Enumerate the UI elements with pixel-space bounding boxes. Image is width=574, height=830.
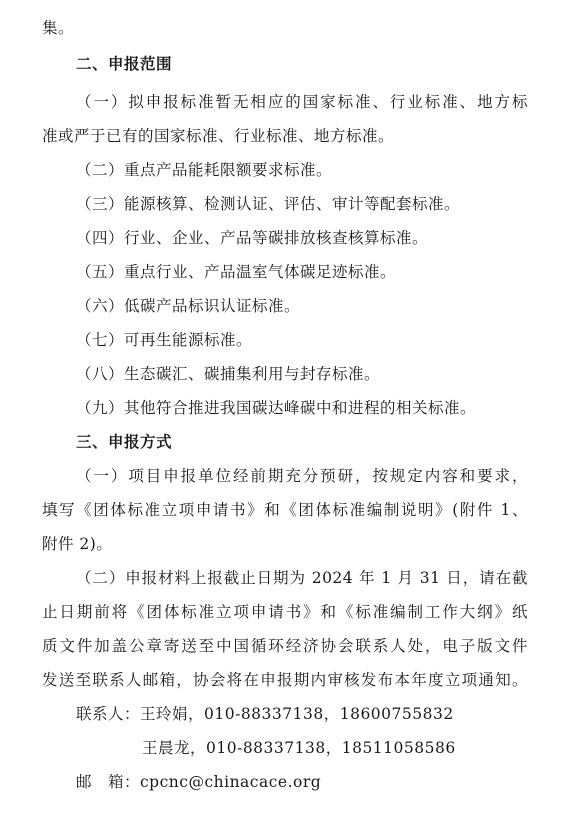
paragraph-line: （四）行业、企业、产品等碳排放核查核算标准。 <box>76 229 429 247</box>
paragraph-line: （五）重点行业、产品温室气体碳足迹标准。 <box>76 263 397 281</box>
paragraph-line: 集。 <box>42 19 75 37</box>
paragraph-line: （八）生态碳汇、碳捕集利用与封存标准。 <box>76 365 381 383</box>
paragraph-line: 准或严于已有的国家标准、行业标准、地方标准。 <box>42 127 395 145</box>
paragraph-line: 止日期前将《团体标准立项申请书》和《标准编制工作大纲》纸 <box>42 603 528 621</box>
paragraph-line: （六）低碳产品标识认证标准。 <box>76 297 301 315</box>
paragraph-line: （二）申报材料上报截止日期为 2024 年 1 月 31 日，请在截 <box>76 569 528 587</box>
contact-line: 王晨龙，010-88337138，18511058586 <box>142 739 456 757</box>
contact-line: 联系人：王玲娟，010-88337138，18600755832 <box>76 705 454 723</box>
email-line: 邮 箱：cpcnc@chinacace.org <box>76 773 322 791</box>
paragraph-line: 附件 2)。 <box>42 535 113 553</box>
paragraph-line: 发送至联系人邮箱，协会将在申报期内审核发布本年度立项通知。 <box>42 671 528 689</box>
section-heading-method: 三、申报方式 <box>76 433 173 451</box>
paragraph-line: （九）其他符合推进我国碳达峰碳中和进程的相关标准。 <box>76 399 477 417</box>
paragraph-line: 质文件加盖公章寄送至中国循环经济协会联系人处，电子版文件 <box>42 637 528 655</box>
paragraph-line: （一）拟申报标准暂无相应的国家标准、行业标准、地方标 <box>76 93 528 111</box>
paragraph-line: （七）可再生能源标准。 <box>76 331 253 349</box>
paragraph-line: （一）项目申报单位经前期充分预研，按规定内容和要求， <box>76 467 528 485</box>
paragraph-line: （二）重点产品能耗限额要求标准。 <box>76 161 333 179</box>
paragraph-line: （三）能源核算、检测认证、评估、审计等配套标准。 <box>76 195 461 213</box>
section-heading-scope: 二、申报范围 <box>76 55 173 73</box>
paragraph-line: 填写《团体标准立项申请书》和《团体标准编制说明》(附件 1、 <box>42 501 528 519</box>
